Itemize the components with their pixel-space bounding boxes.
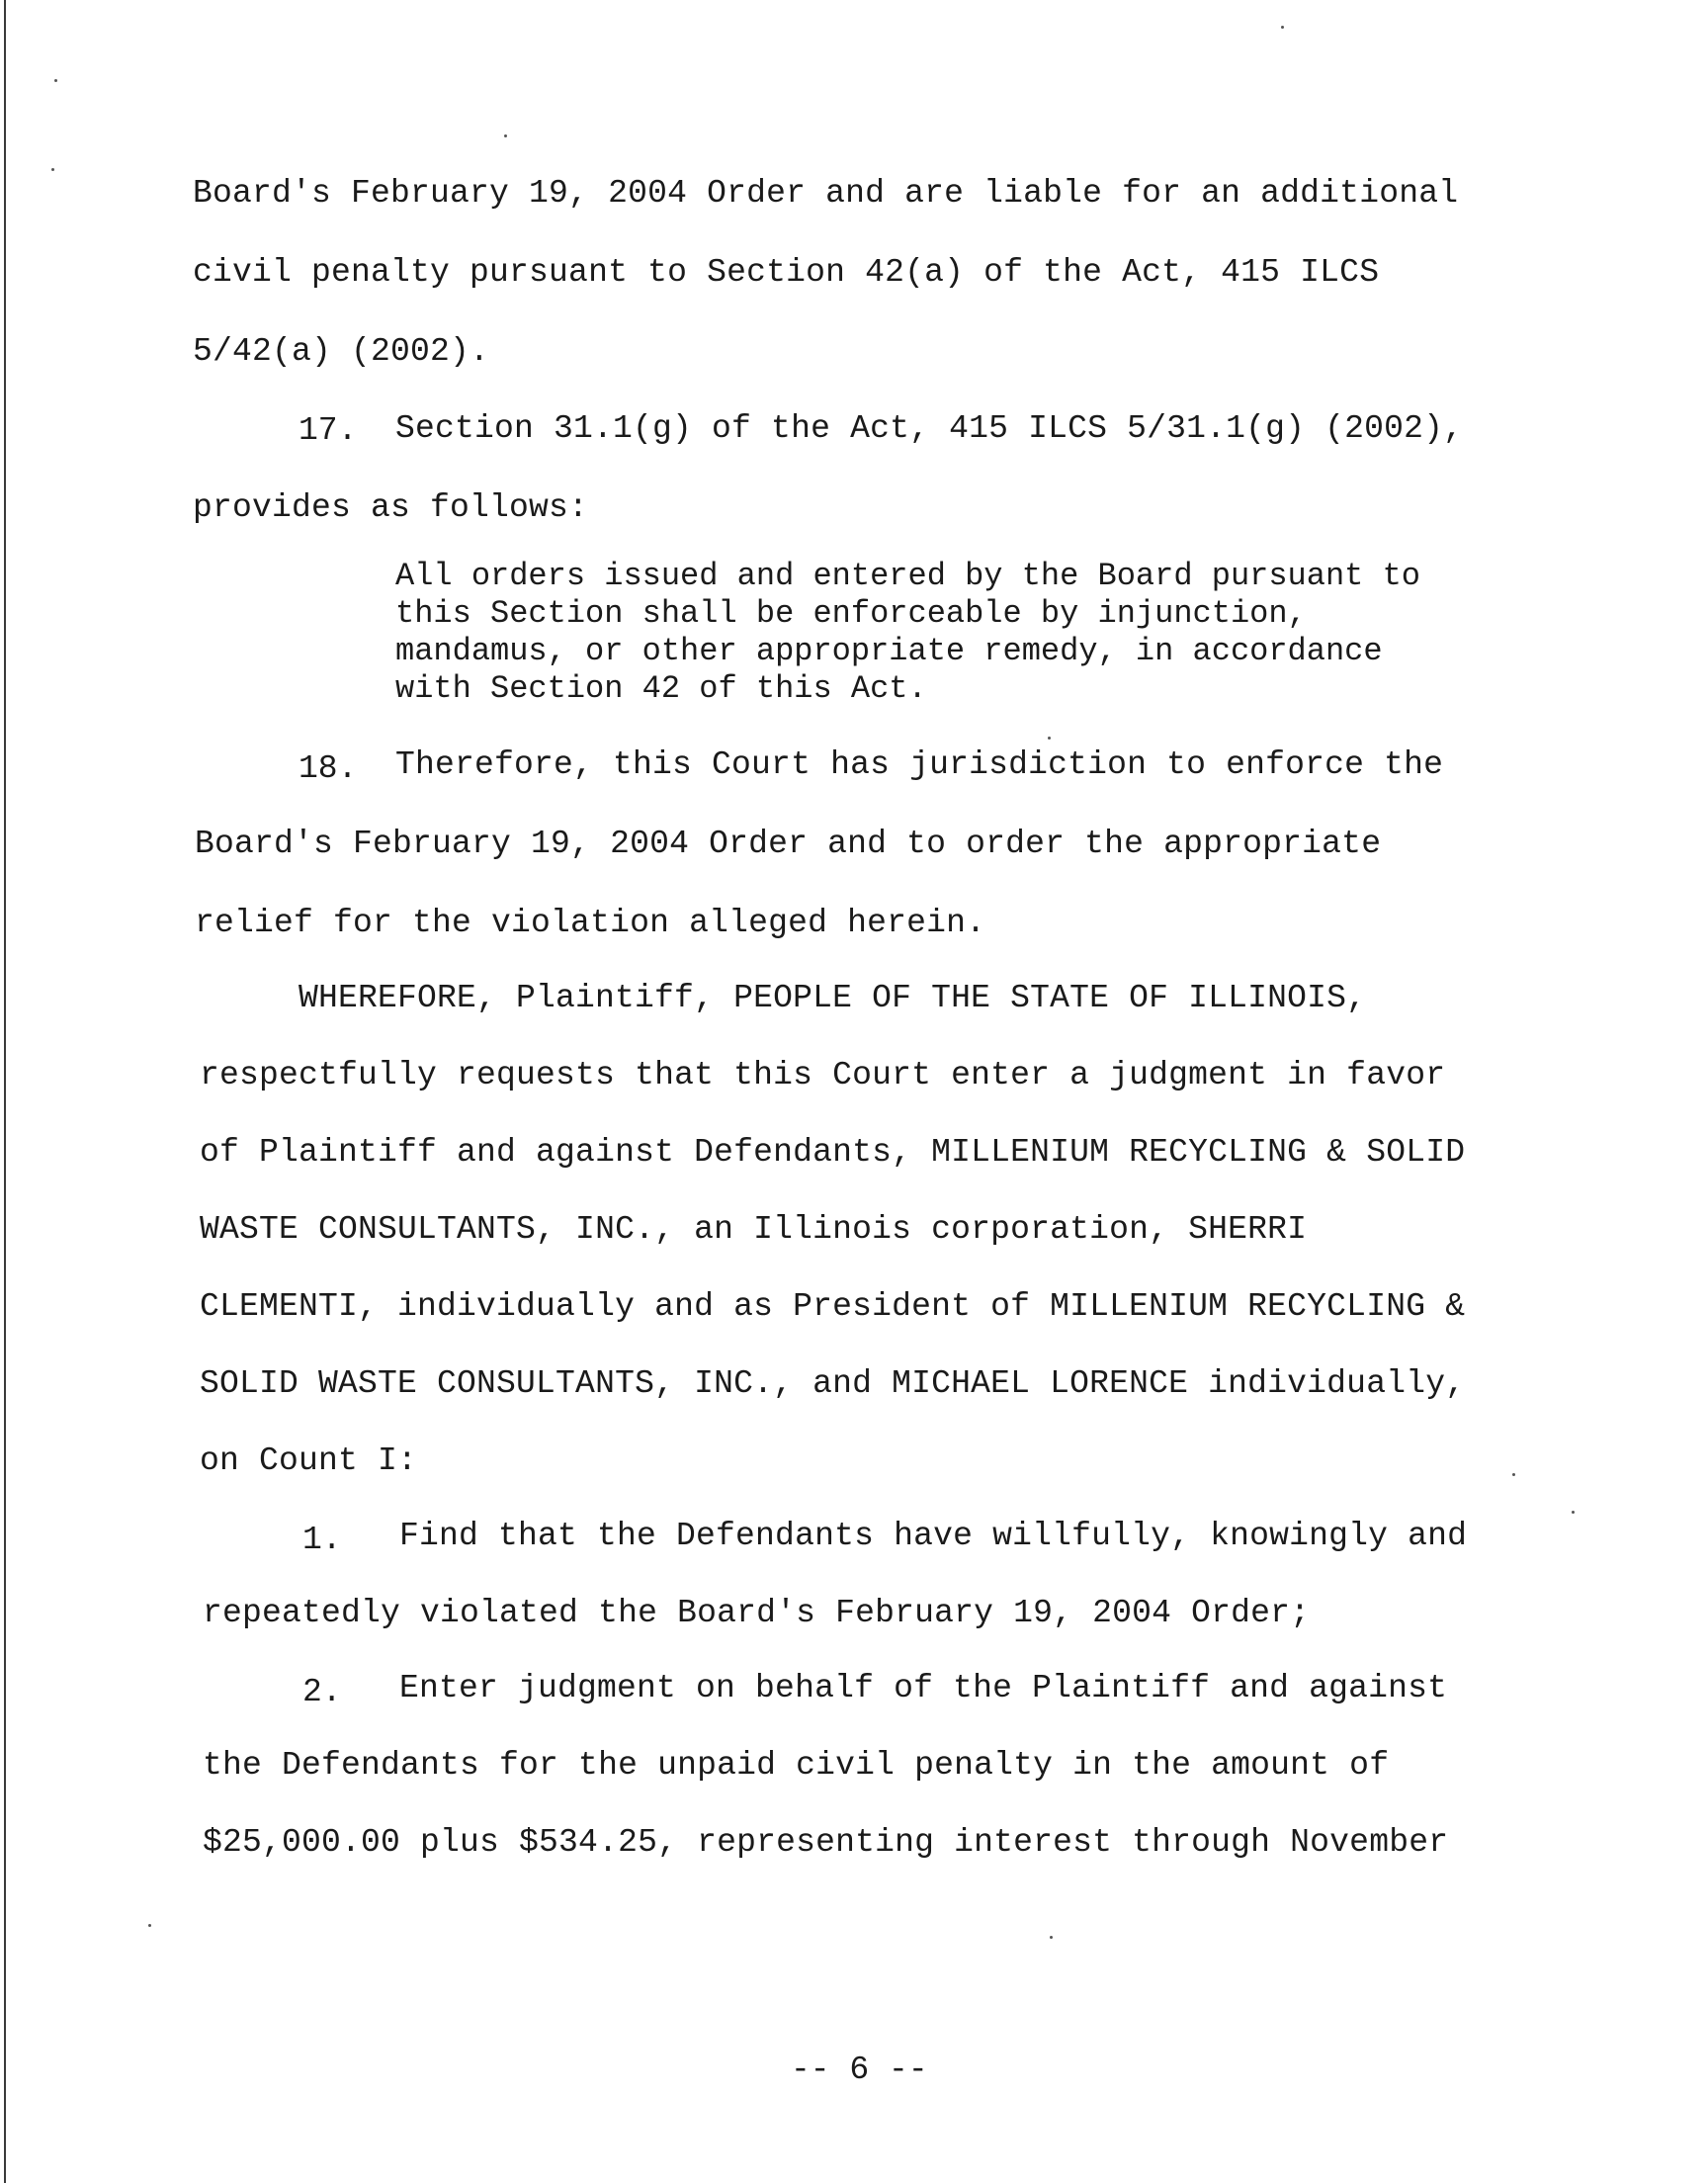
wherefore-line-1: WHEREFORE, Plaintiff, PEOPLE OF THE STATE OF ILLINOIS,: [299, 980, 1367, 1016]
scan-speck: [51, 168, 54, 171]
statute-quote-line-1: All orders issued and entered by the Board pursuant to: [395, 558, 1420, 594]
continuation-line-1: Board's February 19, 2004 Order and are liable for an additional: [193, 175, 1459, 212]
relief-item-1-line-1: Find that the Defendants have willfully, knowingly and: [399, 1518, 1468, 1554]
relief-item-1-line-2: repeatedly violated the Board's February 19, 2004 Order;: [203, 1595, 1311, 1631]
scan-speck: [1050, 1936, 1053, 1939]
scan-speck: [1048, 737, 1051, 740]
left-margin-rule: [4, 0, 6, 2183]
wherefore-line-5: CLEMENTI, individually and as President of MILLENIUM RECYCLING &: [200, 1288, 1466, 1325]
paragraph-17-number: 17.: [299, 412, 358, 449]
statute-quote-line-2: this Section shall be enforceable by injunction,: [395, 595, 1307, 632]
wherefore-line-7: on Count I:: [200, 1442, 418, 1479]
statute-quote-line-3: mandamus, or other appropriate remedy, in accordance: [395, 633, 1383, 669]
wherefore-line-3: of Plaintiff and against Defendants, MILLENIUM RECYCLING & SOLID: [200, 1134, 1466, 1171]
paragraph-17-line-2: provides as follows:: [193, 489, 589, 526]
scan-speck: [54, 79, 57, 82]
scan-speck: [1572, 1511, 1575, 1514]
paragraph-17-line-1: Section 31.1(g) of the Act, 415 ILCS 5/31.1(g) (2002),: [395, 410, 1464, 447]
continuation-line-3: 5/42(a) (2002).: [193, 333, 490, 370]
scan-speck: [504, 134, 507, 137]
wherefore-line-2: respectfully requests that this Court enter a judgment in favor: [200, 1057, 1446, 1093]
wherefore-line-4: WASTE CONSULTANTS, INC., an Illinois corporation, SHERRI: [200, 1211, 1308, 1248]
relief-item-2-line-3: $25,000.00 plus $534.25, representing interest through November: [203, 1824, 1449, 1861]
scan-speck: [148, 1924, 151, 1927]
paragraph-18-line-1: Therefore, this Court has jurisdiction to enforce the: [395, 746, 1444, 783]
scan-speck: [1512, 1473, 1515, 1476]
page-number: -- 6 --: [791, 2052, 928, 2088]
relief-item-2-line-2: the Defendants for the unpaid civil penalty in the amount of: [203, 1747, 1390, 1784]
wherefore-line-6: SOLID WASTE CONSULTANTS, INC., and MICHAEL LORENCE individually,: [200, 1365, 1466, 1402]
relief-item-2-line-1: Enter judgment on behalf of the Plaintiff and against: [399, 1670, 1448, 1706]
statute-quote-line-4: with Section 42 of this Act.: [395, 670, 927, 707]
relief-item-2-number: 2.: [302, 1674, 342, 1710]
paragraph-18-line-2: Board's February 19, 2004 Order and to order the appropriate: [195, 826, 1382, 862]
paragraph-18-line-3: relief for the violation alleged herein.: [195, 905, 986, 941]
relief-item-1-number: 1.: [302, 1522, 342, 1558]
continuation-line-2: civil penalty pursuant to Section 42(a) of the Act, 415 ILCS: [193, 254, 1380, 291]
scan-speck: [1281, 26, 1284, 29]
paragraph-18-number: 18.: [299, 750, 358, 787]
